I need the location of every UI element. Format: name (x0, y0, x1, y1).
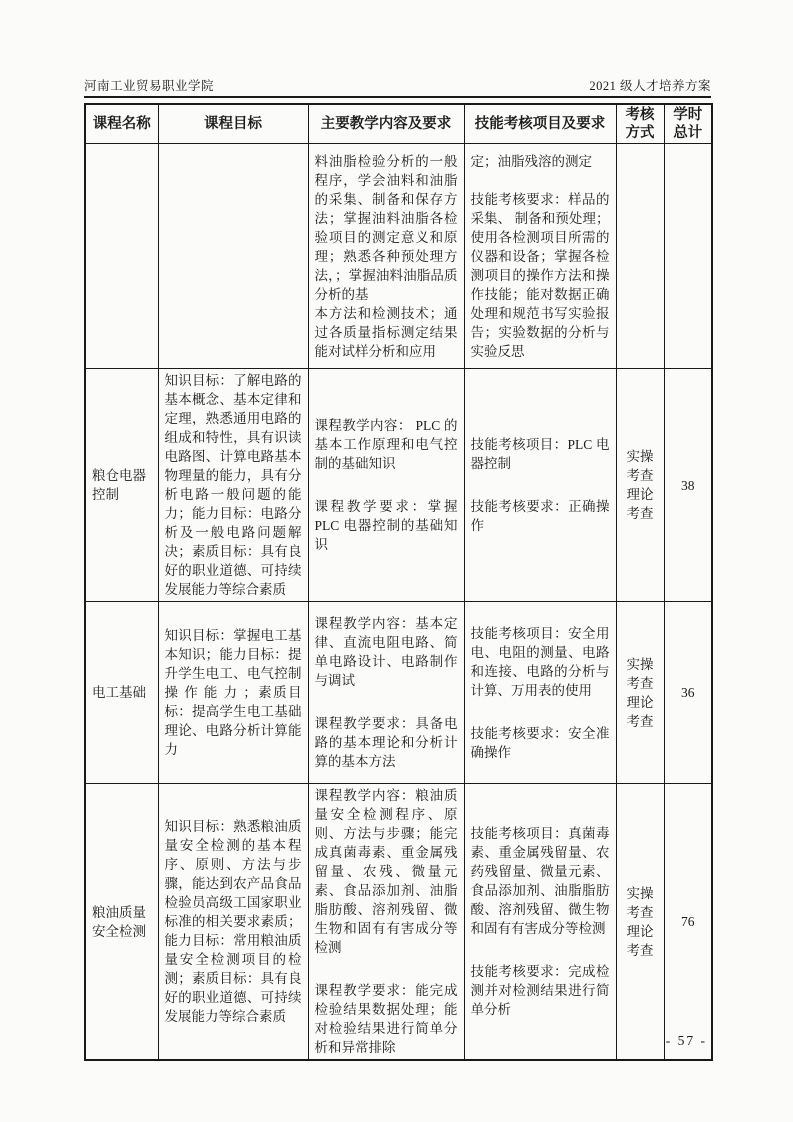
assessment-method-line: 实操考查 (626, 449, 654, 483)
assessment-method-line: 理论考查 (626, 487, 654, 521)
table-row (85, 602, 712, 784)
cell-teaching-content (308, 602, 464, 784)
teaching-content-paragraph: 课程教学要求：掌握 PLC 电器控制的基础知识 (314, 499, 458, 552)
cell-course-name: 粮油质量安全检测 (85, 784, 158, 1061)
cell-assessment-method (616, 369, 664, 602)
cell-course-objectives: 知识目标：了解电路的基本概念、基本定律和定理，熟悉通用电路的组成和特性，具有识读电路图、计算电路基本物理量的能力，具有分析电路一般问题的能力；能力目标：电路分析及一般电路问题解决；素质目标：具有良好的职业道德、可持续发展能力等综合素质 (158, 369, 308, 602)
cell-course-name: 粮仓电器控制 (85, 369, 158, 602)
cell-skill-assessment (464, 602, 616, 784)
cell-skill-assessment (464, 369, 616, 602)
assessment-method-line: 实操考查 (626, 656, 654, 691)
header-program-title: 2021 级人才培养方案 (589, 79, 711, 93)
skill-assessment-paragraph: 技能考核要求：样品的采集、 制备和预处理；使用各检测项目所需的仪器和设备；掌握各检测项目的操作方法和操作技能；能对数据正确处理和规范书写实验报告；实验数据的分析与实验反思 (470, 191, 610, 359)
page-number: - 57 - (665, 1033, 707, 1048)
cell-assessment-method (616, 602, 664, 784)
teaching-content-paragraph: 课程教学内容：粮油质量安全检测程序、原则、方法与步骤；能完成真菌毒素、重金属残留量、农残、微量元素、食品添加剂、油脂脂肪酸、溶剂残留、微生物和固有有害成分等检测 (314, 788, 458, 955)
cell-total-hours: 76 (664, 784, 712, 1061)
skill-assessment-paragraph: 技能考核要求：完成检测并对检测结果进行简单分析 (470, 964, 610, 1017)
assessment-method-line: 理论考查 (626, 694, 654, 729)
cell-course-name: 电工基础 (85, 602, 158, 784)
cell-assessment-method (616, 144, 664, 369)
teaching-content-paragraph: 料油脂检验分析的一般程序，学会油料和油脂的采集、制备和保存方法；掌握油料油脂各检验项目的测定意义和原理；熟悉各种预处理方法，；掌握油料油脂品质分析的基 (314, 153, 458, 302)
cell-course-objectives: 知识目标：熟悉粮油质量安全检测的基本程序、原则、方法与步骤，能达到农产品食品检验员高级工国家职业标准的相关要求素质；能力目标：常用粮油质量安全检测项目的检测；素质目标：具有良好的职业道德、可持续发展能力等综合素质 (158, 784, 308, 1061)
table-row (85, 369, 712, 602)
teaching-content-paragraph: 课程教学内容：基本定律、直流电阻电路、简单电路设计、电路制作与调试 (314, 616, 458, 688)
cell-skill-assessment (464, 144, 616, 369)
header-rule (84, 96, 711, 98)
curriculum-table (84, 103, 713, 1061)
col-header-teaching-content: 主要教学内容及要求 (308, 104, 464, 144)
skill-assessment-paragraph: 技能考核要求：正确操作 (470, 499, 610, 533)
skill-assessment-paragraph: 技能考核项目：安全用电、电阻的测量、电路和连接、电路的分析与计算、万用表的使用 (470, 625, 610, 698)
skill-assessment-paragraph: 技能考核要求：安全准确操作 (470, 725, 610, 760)
col-header-objectives: 课程目标 (158, 104, 308, 144)
skill-assessment-paragraph: 定；油脂残溶的测定 (470, 153, 592, 169)
teaching-content-paragraph: 课程教学要求：能完成检验结果数据处理；能对检验结果进行简单分析和异常排除 (314, 983, 458, 1055)
skill-assessment-paragraph: 技能考核项目：PLC 电器控制 (470, 437, 610, 471)
cell-total-hours: 38 (664, 369, 712, 602)
col-header-total-hours: 学时总计 (664, 104, 712, 144)
col-header-assessment-method: 考核方式 (616, 104, 664, 144)
col-header-course-name: 课程名称 (85, 104, 158, 144)
cell-total-hours (664, 144, 712, 369)
teaching-content-paragraph: 课程教学内容： PLC 的基本工作原理和电气控制的基础知识 (314, 418, 458, 471)
cell-course-objectives (158, 144, 308, 369)
teaching-content-paragraph: 课程教学要求：具备电路的基本理论和分析计算的基本方法 (314, 716, 458, 769)
cell-teaching-content (308, 144, 464, 369)
cell-teaching-content (308, 369, 464, 602)
table-row (85, 784, 712, 1061)
table-row (85, 144, 712, 369)
assessment-method-line: 实操考查 (626, 885, 654, 920)
cell-total-hours: 36 (664, 602, 712, 784)
cell-course-objectives: 知识目标：掌握电工基本知识；能力目标：提升学生电工、电气控制操 作 能 力 ；素质目标：提高学生电工基础理论、电路分析计算能力 (158, 602, 308, 784)
teaching-content-paragraph: 本方法和检测技术；通过各质量指标测定结果能对试样分析和应用 (314, 305, 458, 359)
cell-course-name (85, 144, 158, 369)
col-header-skill-assessment: 技能考核项目及要求 (464, 104, 616, 144)
cell-assessment-method (616, 784, 664, 1061)
assessment-method-line: 理论考查 (626, 923, 654, 958)
table-header-row (85, 104, 712, 144)
cell-skill-assessment (464, 784, 616, 1061)
skill-assessment-paragraph: 技能考核项目：真菌毒素、重金属残留量、农药残留量、微量元素、食品添加剂、油脂脂肪酸、溶剂残留、微生物和固有有害成分等检测 (470, 826, 610, 936)
header-school-name: 河南工业贸易职业学院 (84, 79, 215, 93)
cell-teaching-content (308, 784, 464, 1061)
document-header (84, 76, 711, 94)
